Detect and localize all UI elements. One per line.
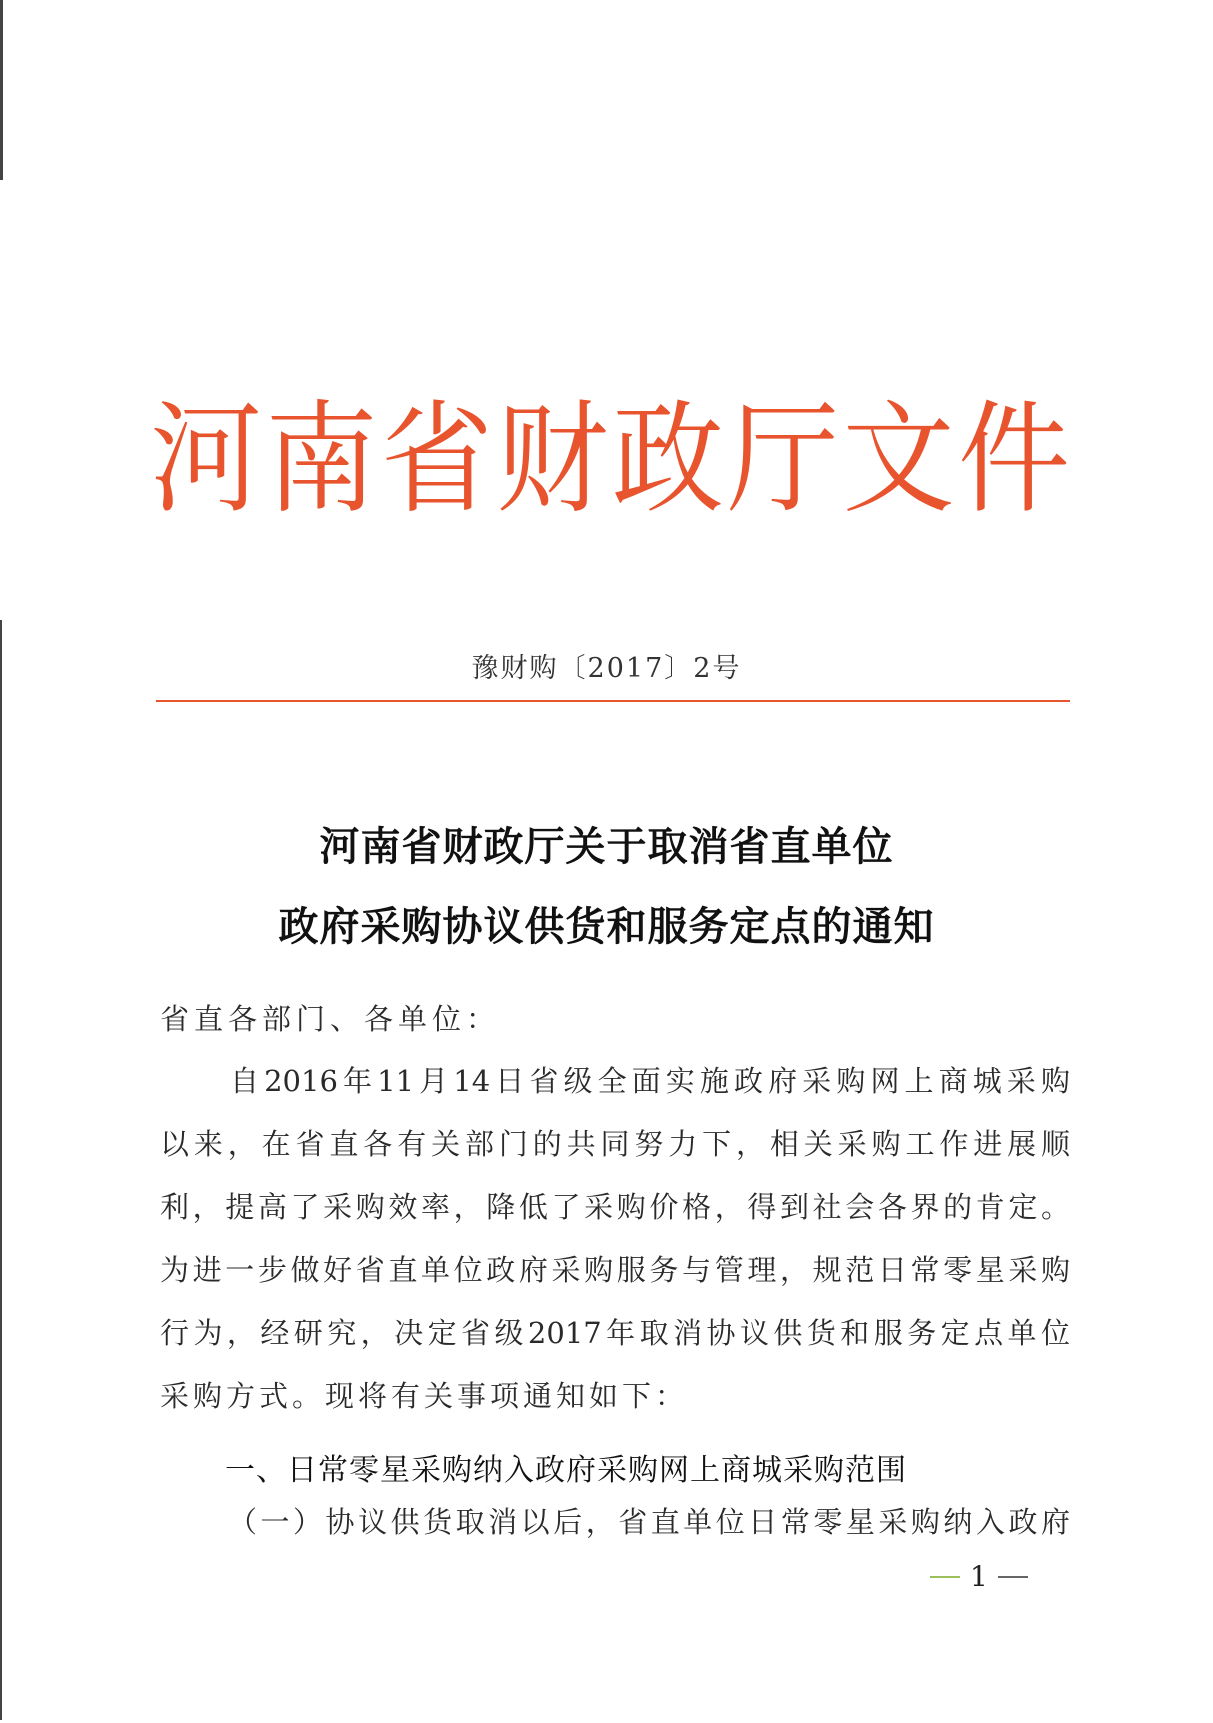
page-number-dash-left [930,1576,960,1578]
masthead-char: 厅 [727,389,840,531]
body-line: 行为，经研究，决定省级2017年取消协议供货和服务定点单位 [160,1316,1070,1350]
body-line: 采购方式。现将有关事项通知如下： [160,1379,689,1413]
body-line: 利，提高了采购效率，降低了采购价格，得到社会各界的肯定。 [160,1190,1070,1224]
masthead-char: 文 [842,389,955,531]
body-line: 以来，在省直各有关部门的共同努力下，相关采购工作进展顺 [160,1127,1070,1161]
page-number-value: 1 [970,1560,988,1593]
masthead-char: 政 [611,389,724,531]
section-heading-1: 一、日常零星采购纳入政府采购网上商城采购范围 [225,1453,907,1488]
masthead-char: 南 [265,389,378,531]
masthead-char: 财 [496,389,609,531]
document-number: 豫财购〔2017〕2号 [471,653,742,684]
masthead-char: 河 [150,389,262,531]
page-number [930,1560,1050,1593]
notice-title-line-2: 政府采购协议供货和服务定点的通知 [278,903,935,950]
body-line: 为进一步做好省直单位政府采购服务与管理，规范日常零星采购 [160,1253,1070,1287]
scan-edge-mark-top [0,0,3,180]
section-1-line: （一）协议供货取消以后，省直单位日常零星采购纳入政府 [228,1505,1070,1539]
salutation: 省直各部门、各单位： [160,1002,501,1036]
notice-title-line-1: 河南省财政厅关于取消省直单位 [319,823,894,870]
body-line: 自2016年11月14日省级全面实施政府采购网上商城采购 [230,1064,1070,1098]
masthead-title [150,389,1070,531]
masthead-char: 省 [380,389,493,531]
red-divider-rule [156,700,1070,702]
masthead-char: 件 [957,389,1070,531]
scan-edge-mark-bottom [0,620,2,1720]
page-number-dash-right [998,1576,1028,1578]
